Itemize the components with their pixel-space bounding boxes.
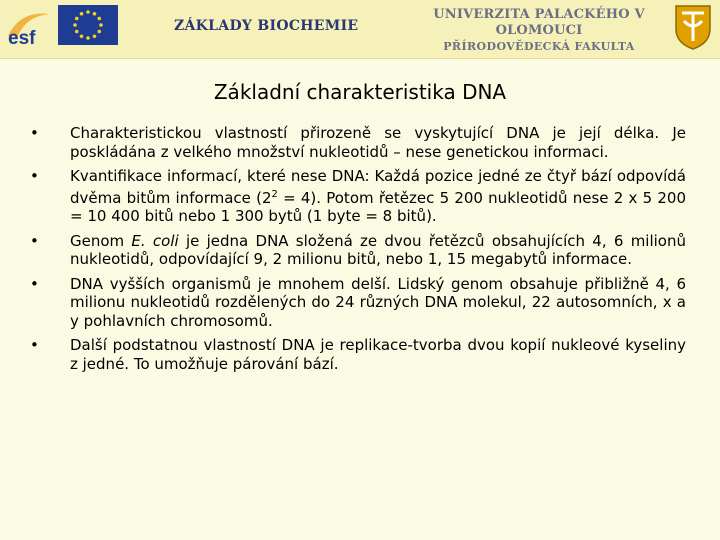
bullet-marker: • — [30, 274, 39, 293]
list-item — [30, 232, 686, 269]
species-name: E. coli — [131, 231, 179, 250]
eu-star-icon — [80, 34, 84, 38]
list-item — [30, 167, 686, 226]
eu-star-icon — [75, 17, 79, 21]
list-item-text: Kvantifikace informací, které nese DNA: Každá pozice jedné ze čtyř bází odpovídá dvěma bitům informace (2 — [70, 167, 686, 207]
list-item — [30, 275, 686, 331]
list-item-text: DNA vyšších organismů je mnohem delší. Lidský genom obsahuje přibližně 4, 6 milionu nukleotidů rozdělených do 24 různých DNA molekul, 22 autosomních, x a y pohlavních chromosomů. — [70, 274, 686, 330]
university-crest-icon — [672, 3, 714, 51]
bullet-marker: • — [30, 231, 39, 250]
eu-star-icon — [73, 23, 77, 27]
eu-star-icon — [80, 12, 84, 16]
superscript-exponent: 2 — [271, 188, 278, 200]
university-name: UNIVERZITA PALACKÉHO V OLOMOUCI — [433, 7, 645, 38]
eu-star-icon — [86, 10, 90, 14]
list-item-text: = 4). Potom řetězec 5 200 nukleotidů nese 2 x 5 200 = 10 400 bitů nebo 1 300 bytů (1 byte = 8 bitů). — [70, 188, 686, 225]
bullet-marker: • — [30, 336, 39, 354]
list-item-text: Charakteristickou vlastností přirozeně se vyskytující DNA je její délka. Je poskládána z velkého množství nukleotidů – nese genetickou informaci. — [70, 124, 686, 161]
eu-star-icon — [93, 34, 97, 38]
eu-star-icon — [97, 17, 101, 21]
list-item — [30, 336, 686, 373]
university-block — [412, 7, 666, 54]
list-item-text: je jedna DNA složená ze dvou řetězců obsahujících 4, 6 milionů nukleotidů, odpovídající 9, 2 milionu bitů, nebo 1, 15 megabytů informace. — [70, 231, 687, 268]
list-item — [30, 124, 686, 161]
bullet-marker: • — [30, 167, 39, 185]
eu-star-icon — [75, 30, 79, 34]
eu-star-icon — [97, 30, 101, 34]
bullet-marker: • — [30, 124, 39, 142]
bullet-list — [30, 124, 686, 379]
esf-logo — [6, 6, 52, 48]
header-banner — [0, 0, 720, 59]
eu-star-icon — [86, 36, 90, 40]
eu-flag-icon — [58, 5, 118, 45]
list-item-text: Další podstatnou vlastností DNA je replikace-tvorba dvou kopií nukleové kyseliny z jedné. To umožňuje párování bází. — [70, 336, 686, 373]
eu-star-icon — [99, 23, 103, 27]
course-title: ZÁKLADY BIOCHEMIE — [174, 18, 359, 34]
esf-logo-text: esf — [8, 28, 36, 48]
faculty-name: PŘÍRODOVĚDECKÁ FAKULTA — [443, 40, 635, 53]
eu-star-icon — [93, 12, 97, 16]
slide-title: Základní charakteristika DNA — [213, 80, 507, 104]
list-item-text: Genom — [70, 231, 132, 250]
